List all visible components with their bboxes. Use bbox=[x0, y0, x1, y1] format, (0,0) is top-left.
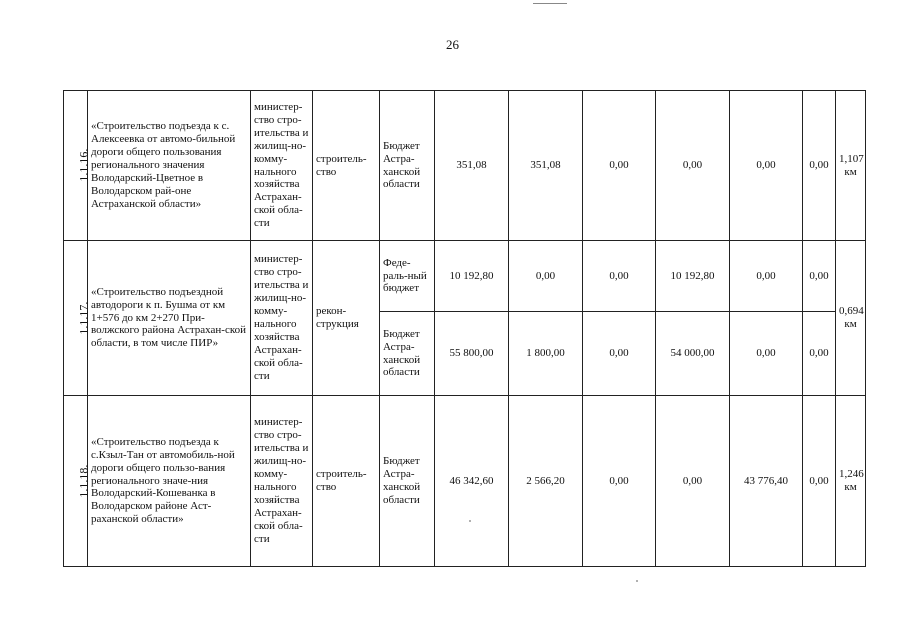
amount-total: 351,08 bbox=[435, 91, 509, 241]
funding-source: Бюджет Астра-ханской области bbox=[380, 91, 435, 241]
responsible-organization: министер-ство стро-ительства и жилищ-но-комму-нального хозяйства Астрахан-ской обла-сти bbox=[251, 396, 313, 567]
row-number-cell bbox=[64, 241, 91, 396]
table-row bbox=[64, 396, 866, 567]
road-length: 1,107 км bbox=[836, 91, 866, 241]
amount-year: 2 566,20 bbox=[509, 396, 583, 567]
funding-source: Феде-раль-ный бюджет bbox=[380, 241, 435, 312]
responsible-organization: министер-ство стро-ительства и жилищ-но-комму-нального хозяйства Астрахан-ской обла-сти bbox=[251, 241, 313, 396]
object-name: «Строительство подъездной автодороги к п. Бушма от км 1+576 до км 2+270 При-волжского района Астрахан-ской области, в том числе ПИР» bbox=[88, 241, 251, 396]
funding-source: Бюджет Астра-ханской области bbox=[380, 312, 435, 396]
row-number: 1.1.18. bbox=[76, 464, 91, 498]
amount-year: 1 800,00 bbox=[509, 312, 583, 396]
table-row bbox=[64, 241, 866, 312]
amount-year: 0,00 bbox=[583, 396, 656, 567]
amount-year: 0,00 bbox=[803, 91, 836, 241]
road-length: 1,246 км bbox=[836, 396, 866, 567]
amount-year: 0,00 bbox=[730, 241, 803, 312]
amount-year: 0,00 bbox=[583, 312, 656, 396]
amount-year: 10 192,80 bbox=[656, 241, 730, 312]
scan-speck bbox=[636, 580, 638, 582]
page-number: 26 bbox=[446, 37, 459, 52]
funding-source: Бюджет Астра-ханской области bbox=[380, 396, 435, 567]
object-name: «Строительство подъезда к с. Алексеевка от автомо-бильной дороги общего пользования регионального значения Володарский-Цветное в Володарском рай-оне Астраханской области» bbox=[88, 91, 251, 241]
amount-year: 0,00 bbox=[583, 91, 656, 241]
amount-year: 54 000,00 bbox=[656, 312, 730, 396]
row-number-cell bbox=[64, 91, 91, 241]
amount-year: 0,00 bbox=[803, 241, 836, 312]
road-length: 0,694 км bbox=[836, 241, 866, 396]
amount-year: 351,08 bbox=[509, 91, 583, 241]
row-number: 1.1.17. bbox=[76, 301, 91, 335]
amount-year: 0,00 bbox=[583, 241, 656, 312]
amount-year: 0,00 bbox=[730, 91, 803, 241]
row-number: 1.1.16. bbox=[76, 148, 91, 182]
amount-year: 0,00 bbox=[509, 241, 583, 312]
row-number-cell bbox=[64, 396, 91, 567]
program-table bbox=[63, 90, 866, 567]
amount-total: 55 800,00 bbox=[435, 312, 509, 396]
amount-year: 0,00 bbox=[803, 396, 836, 567]
amount-year: 0,00 bbox=[730, 312, 803, 396]
responsible-organization: министер-ство стро-ительства и жилищ-но-комму-нального хозяйства Астрахан-ской обла-сти bbox=[251, 91, 313, 241]
amount-total: 10 192,80 bbox=[435, 241, 509, 312]
amount-year: 0,00 bbox=[803, 312, 836, 396]
scan-speck bbox=[469, 520, 471, 522]
page-top-mark bbox=[533, 0, 567, 4]
amount-year: 0,00 bbox=[656, 396, 730, 567]
work-type: строитель-ство bbox=[313, 91, 380, 241]
amount-total: 46 342,60 bbox=[435, 396, 509, 567]
amount-year: 0,00 bbox=[656, 91, 730, 241]
object-name: «Строительство подъезда к с.Кзыл-Тан от автомобиль-ной дороги общего пользо-вания регионального значе-ния Володарский-Кошеванка в Володарском районе Аст-раханской области» bbox=[88, 396, 251, 567]
amount-year: 43 776,40 bbox=[730, 396, 803, 567]
work-type: строитель-ство bbox=[313, 396, 380, 567]
work-type: рекон-струкция bbox=[313, 241, 380, 396]
table-row bbox=[64, 91, 866, 241]
